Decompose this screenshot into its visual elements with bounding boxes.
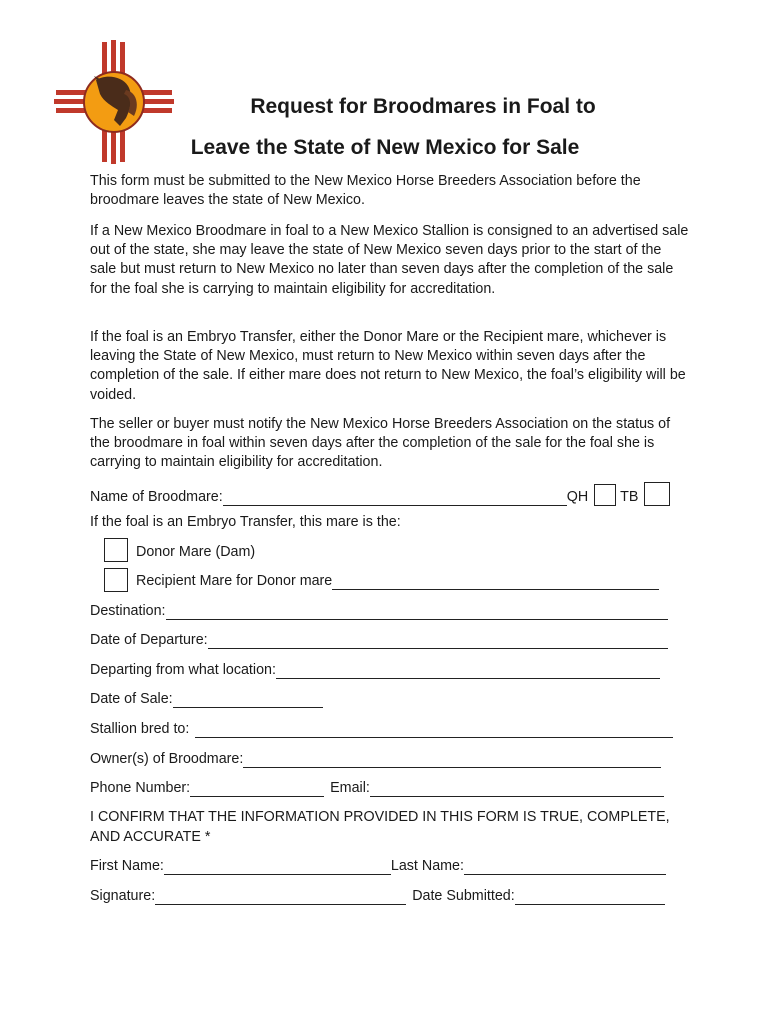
form-title-line2: Leave the State of New Mexico for Sale (190, 136, 580, 159)
sale-date-row (90, 690, 323, 708)
signature-field[interactable] (155, 890, 406, 905)
recipient-mare-row (136, 572, 659, 590)
stallion-row (90, 720, 673, 738)
phone-field[interactable] (190, 782, 324, 797)
signature-row (90, 887, 665, 905)
date-submitted-label: Date Submitted: (412, 888, 515, 904)
tb-label: TB (620, 489, 639, 505)
destination-field[interactable] (166, 605, 668, 620)
broodmare-name-row (90, 482, 670, 506)
departing-location-row (90, 661, 660, 679)
last-name-field[interactable] (464, 860, 666, 875)
contact-row (90, 779, 664, 797)
destination-label: Destination: (90, 603, 166, 619)
name-row (90, 857, 666, 875)
last-name-label: Last Name: (390, 858, 464, 874)
signature-label: Signature: (90, 888, 156, 904)
email-label: Email: (330, 780, 370, 796)
donor-mare-checkbox[interactable] (104, 538, 128, 562)
form-title-line1: Request for Broodmares in Foal to (250, 95, 596, 118)
sale-rules-paragraph: If a New Mexico Broodmare in foal to a New Mexico Stallion is consigned to an advertised sale out of the state, she may leave the state of New Mexico seven days prior to the start of the sale but must return to New Mexico no later than seven days after the completion of the sale for the foal she is carrying to maintain eligibility for accreditation. (90, 223, 689, 297)
departure-date-row (90, 631, 668, 649)
embryo-paragraph: If the foal is an Embryo Transfer, either the Donor Mare or the Recipient mare, whichever is leaving the State of New Mexico, must return to New Mexico within seven days after the completion of the sale. If either mare does not return to New Mexico, the foal’s eligibility will be voided. (90, 329, 686, 403)
first-name-field[interactable] (164, 860, 391, 875)
owners-label: Owner(s) of Broodmare: (90, 751, 244, 767)
owners-row (90, 750, 661, 768)
broodmare-name-label: Name of Broodmare: (90, 489, 223, 505)
confirmation-statement: I CONFIRM THAT THE INFORMATION PROVIDED IN THIS FORM IS TRUE, COMPLETE, AND ACCURATE * (90, 809, 670, 845)
destination-row (90, 602, 668, 620)
stallion-field[interactable] (195, 723, 673, 738)
recipient-mare-label: Recipient Mare for Donor mare (136, 573, 333, 589)
qh-checkbox[interactable] (594, 484, 616, 506)
qh-label: QH (566, 489, 589, 505)
owners-field[interactable] (243, 753, 661, 768)
donor-mare-label: Donor Mare (Dam) (136, 544, 256, 560)
departure-date-label: Date of Departure: (90, 632, 208, 648)
sale-date-label: Date of Sale: (90, 691, 173, 707)
departure-date-field[interactable] (208, 634, 668, 649)
recipient-mare-checkbox[interactable] (104, 568, 128, 592)
broodmare-name-field[interactable] (223, 491, 567, 506)
stallion-label: Stallion bred to: (90, 721, 190, 737)
email-field[interactable] (370, 782, 664, 797)
departing-location-field[interactable] (276, 664, 660, 679)
intro-paragraph: This form must be submitted to the New Mexico Horse Breeders Association before the broodmare leaves the state of New Mexico. (90, 173, 641, 209)
departing-location-label: Departing from what location: (90, 662, 276, 678)
phone-label: Phone Number: (90, 780, 191, 796)
embryo-question: If the foal is an Embryo Transfer, this mare is the: (90, 514, 401, 530)
notify-paragraph: The seller or buyer must notify the New Mexico Horse Breeders Association on the status of the broodmare in foal within seven days after the completion of the sale for the foal she is carrying to maintain eligibility for accreditation. (90, 416, 671, 471)
recipient-mare-field[interactable] (332, 575, 659, 590)
date-submitted-field[interactable] (515, 890, 665, 905)
first-name-label: First Name: (90, 858, 164, 874)
tb-checkbox[interactable] (644, 482, 670, 506)
sale-date-field[interactable] (173, 693, 323, 708)
